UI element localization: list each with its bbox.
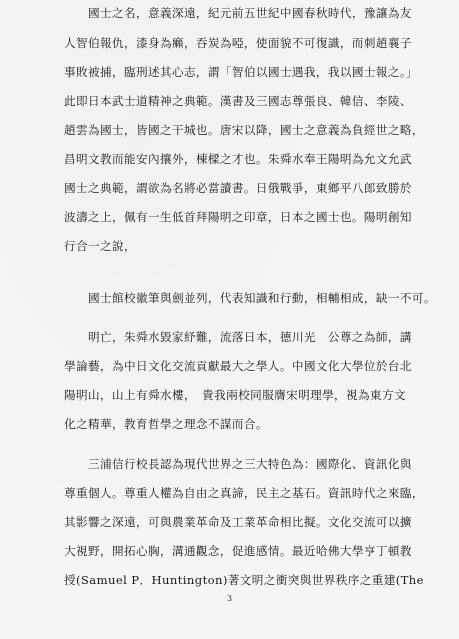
text-line: 國士之典範，謂欲為名將必當讀書。日俄戰爭，東鄉平八郎致勝於 [64,181,412,195]
text-line: 學論藝，為中日文化交流貢獻最大之學人。中國文化大學位於台北 [64,359,412,373]
text-line: 此即日本武士道精神之典範。漢書及三國志尊張良、韓信、李陵、 [64,94,412,108]
text-line: 人智伯報仇，漆身為癩，吞炭為啞，使面貌不可復識，而刺趙襄子 [64,36,412,50]
text-line: 陽明山，山上有舜水樓， 貴我兩校同服膺宋明理學，視為東方文 [64,388,407,402]
text-line: 化之精華，教育哲學之理念不謀而合。 [64,417,268,431]
text-line: 波濤之上，佩有一生低首拜陽明之印章，日本之國士也。陽明創知 [64,210,412,224]
text-line: 大視野，開拓心胸，溝通觀念，促進感情。最近哈佛大學亨丁頓教 [64,544,412,558]
text-line: 三浦信行校長認為現代世界之三大特色為：國際化、資訊化與 [64,457,412,471]
text-line: 趙雲為國士，皆國之干城也。唐宋以降，國士之意義為負經世之略， [64,123,424,137]
text-line: 昌明文教而能安內攘外，棟樑之才也。朱舜水奉王陽明為允文允武 [64,152,412,166]
text-line: 行合一之說， [64,239,136,253]
text-line: 授(Samuel P．Huntington)著文明之衝突與世界秩序之重建(The [64,573,424,587]
page-number: 3 [226,594,233,603]
text-line: 明亡，朱舜水毀家紓難，流落日本，德川光 公尊之為師，講 [64,330,412,344]
text-line: 其影響之深遠，可與農業革命及工業革命相比擬。文化交流可以擴 [64,515,412,529]
text-line: 事敗被捕，臨刑述其心志，謂「智伯以國士遇我，我以國士報之。」 [64,65,419,79]
text-line: 尊重個人。尊重人權為自由之真諦，民主之基石。資訊時代之來臨， [64,486,424,500]
text-line: 國士館校徽筆與劍並列，代表知識和行動，相輔相成，缺一不可。 [64,291,436,305]
text-line: 國士之名，意義深遠，紀元前五世紀中國春秋時代，豫讓為友 [64,6,412,20]
